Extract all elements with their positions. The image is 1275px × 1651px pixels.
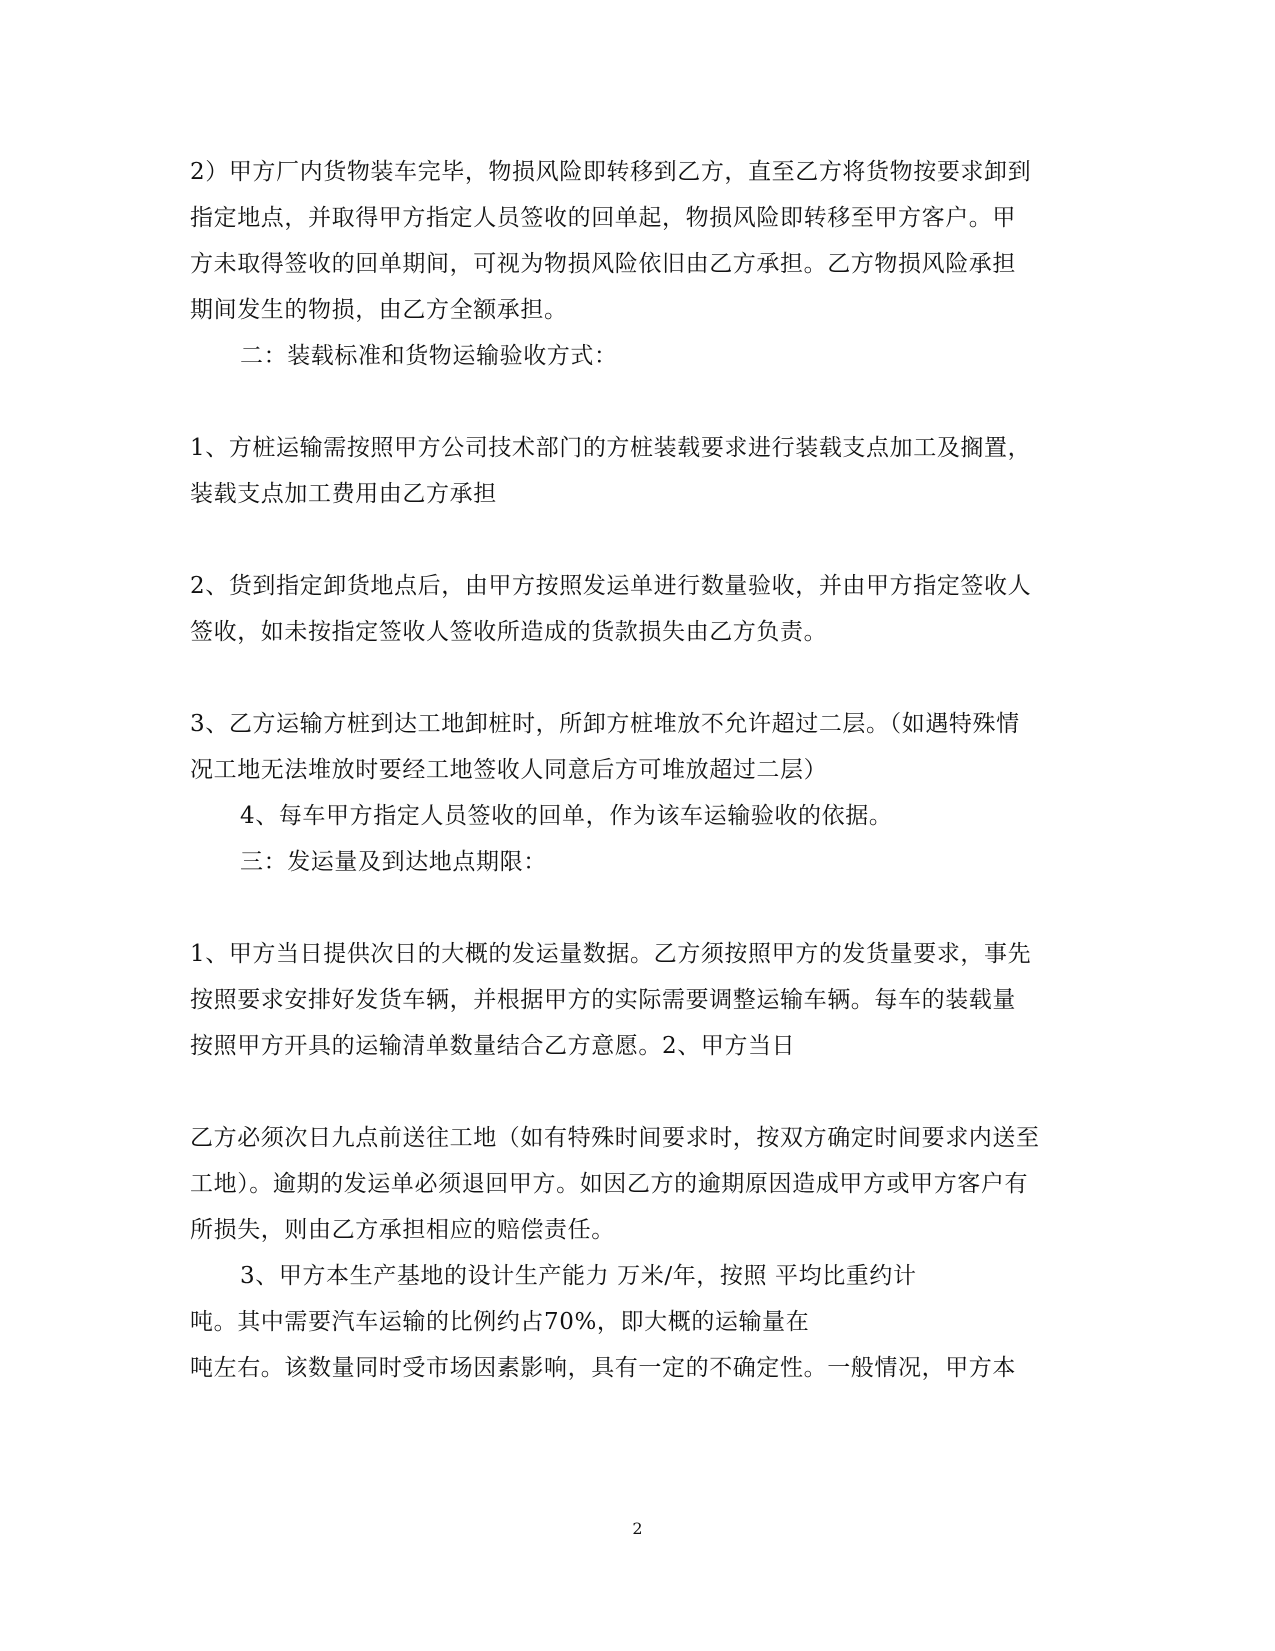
text-line: 2、货到指定卸货地点后，由甲方按照发运单进行数量验收，并由甲方指定签收人 bbox=[190, 573, 1032, 599]
page-number: 2 bbox=[632, 1519, 643, 1538]
text-line: 3、乙方运输方桩到达工地卸桩时，所卸方桩堆放不允许超过二层。（如遇特殊情 bbox=[190, 711, 1020, 737]
text-line: 吨。其中需要汽车运输的比例约占70%，即大概的运输量在 bbox=[190, 1309, 810, 1335]
text-line: 乙方必须次日九点前送往工地（如有特殊时间要求时，按双方确定时间要求内送至 bbox=[190, 1125, 1040, 1151]
text-line: 按照要求安排好发货车辆，并根据甲方的实际需要调整运输车辆。每车的装载量 bbox=[190, 987, 1016, 1013]
text-line: 装载支点加工费用由乙方承担 bbox=[190, 481, 497, 507]
text-line: 方未取得签收的回单期间，可视为物损风险依旧由乙方承担。乙方物损风险承担 bbox=[190, 251, 1016, 277]
text-line: 期间发生的物损，由乙方全额承担。 bbox=[190, 297, 568, 323]
text-line: 3、甲方本生产基地的设计生产能力 万米/年，按照 平均比重约计 bbox=[240, 1263, 917, 1289]
text-line: 签收，如未按指定签收人签收所造成的货款损失由乙方负责。 bbox=[190, 619, 828, 645]
text-line: 所损失，则由乙方承担相应的赔偿责任。 bbox=[190, 1217, 615, 1243]
text-line: 1、甲方当日提供次日的大概的发运量数据。乙方须按照甲方的发货量要求，事先 bbox=[190, 941, 1032, 967]
text-line: 按照甲方开具的运输清单数量结合乙方意愿。2、甲方当日 bbox=[190, 1033, 796, 1059]
text-line: 指定地点，并取得甲方指定人员签收的回单起，物损风险即转移至甲方客户。甲 bbox=[190, 205, 1016, 231]
text-line: 况工地无法堆放时要经工地签收人同意后方可堆放超过二层） bbox=[190, 757, 828, 783]
text-line: 1、方桩运输需按照甲方公司技术部门的方桩装载要求进行装载支点加工及搁置， bbox=[190, 435, 1032, 461]
text-line: 2）甲方厂内货物装车完毕，物损风险即转移到乙方，直至乙方将货物按要求卸到 bbox=[190, 159, 1032, 185]
section-heading: 三：发运量及到达地点期限： bbox=[240, 849, 547, 875]
text-line: 工地）。逾期的发运单必须退回甲方。如因乙方的逾期原因造成甲方或甲方客户有 bbox=[190, 1171, 1029, 1197]
text-line: 吨左右。该数量同时受市场因素影响，具有一定的不确定性。一般情况，甲方本 bbox=[190, 1355, 1016, 1381]
text-line: 4、每车甲方指定人员签收的回单，作为该车运输验收的依据。 bbox=[240, 803, 893, 829]
section-heading: 二：装载标准和货物运输验收方式： bbox=[240, 343, 618, 369]
